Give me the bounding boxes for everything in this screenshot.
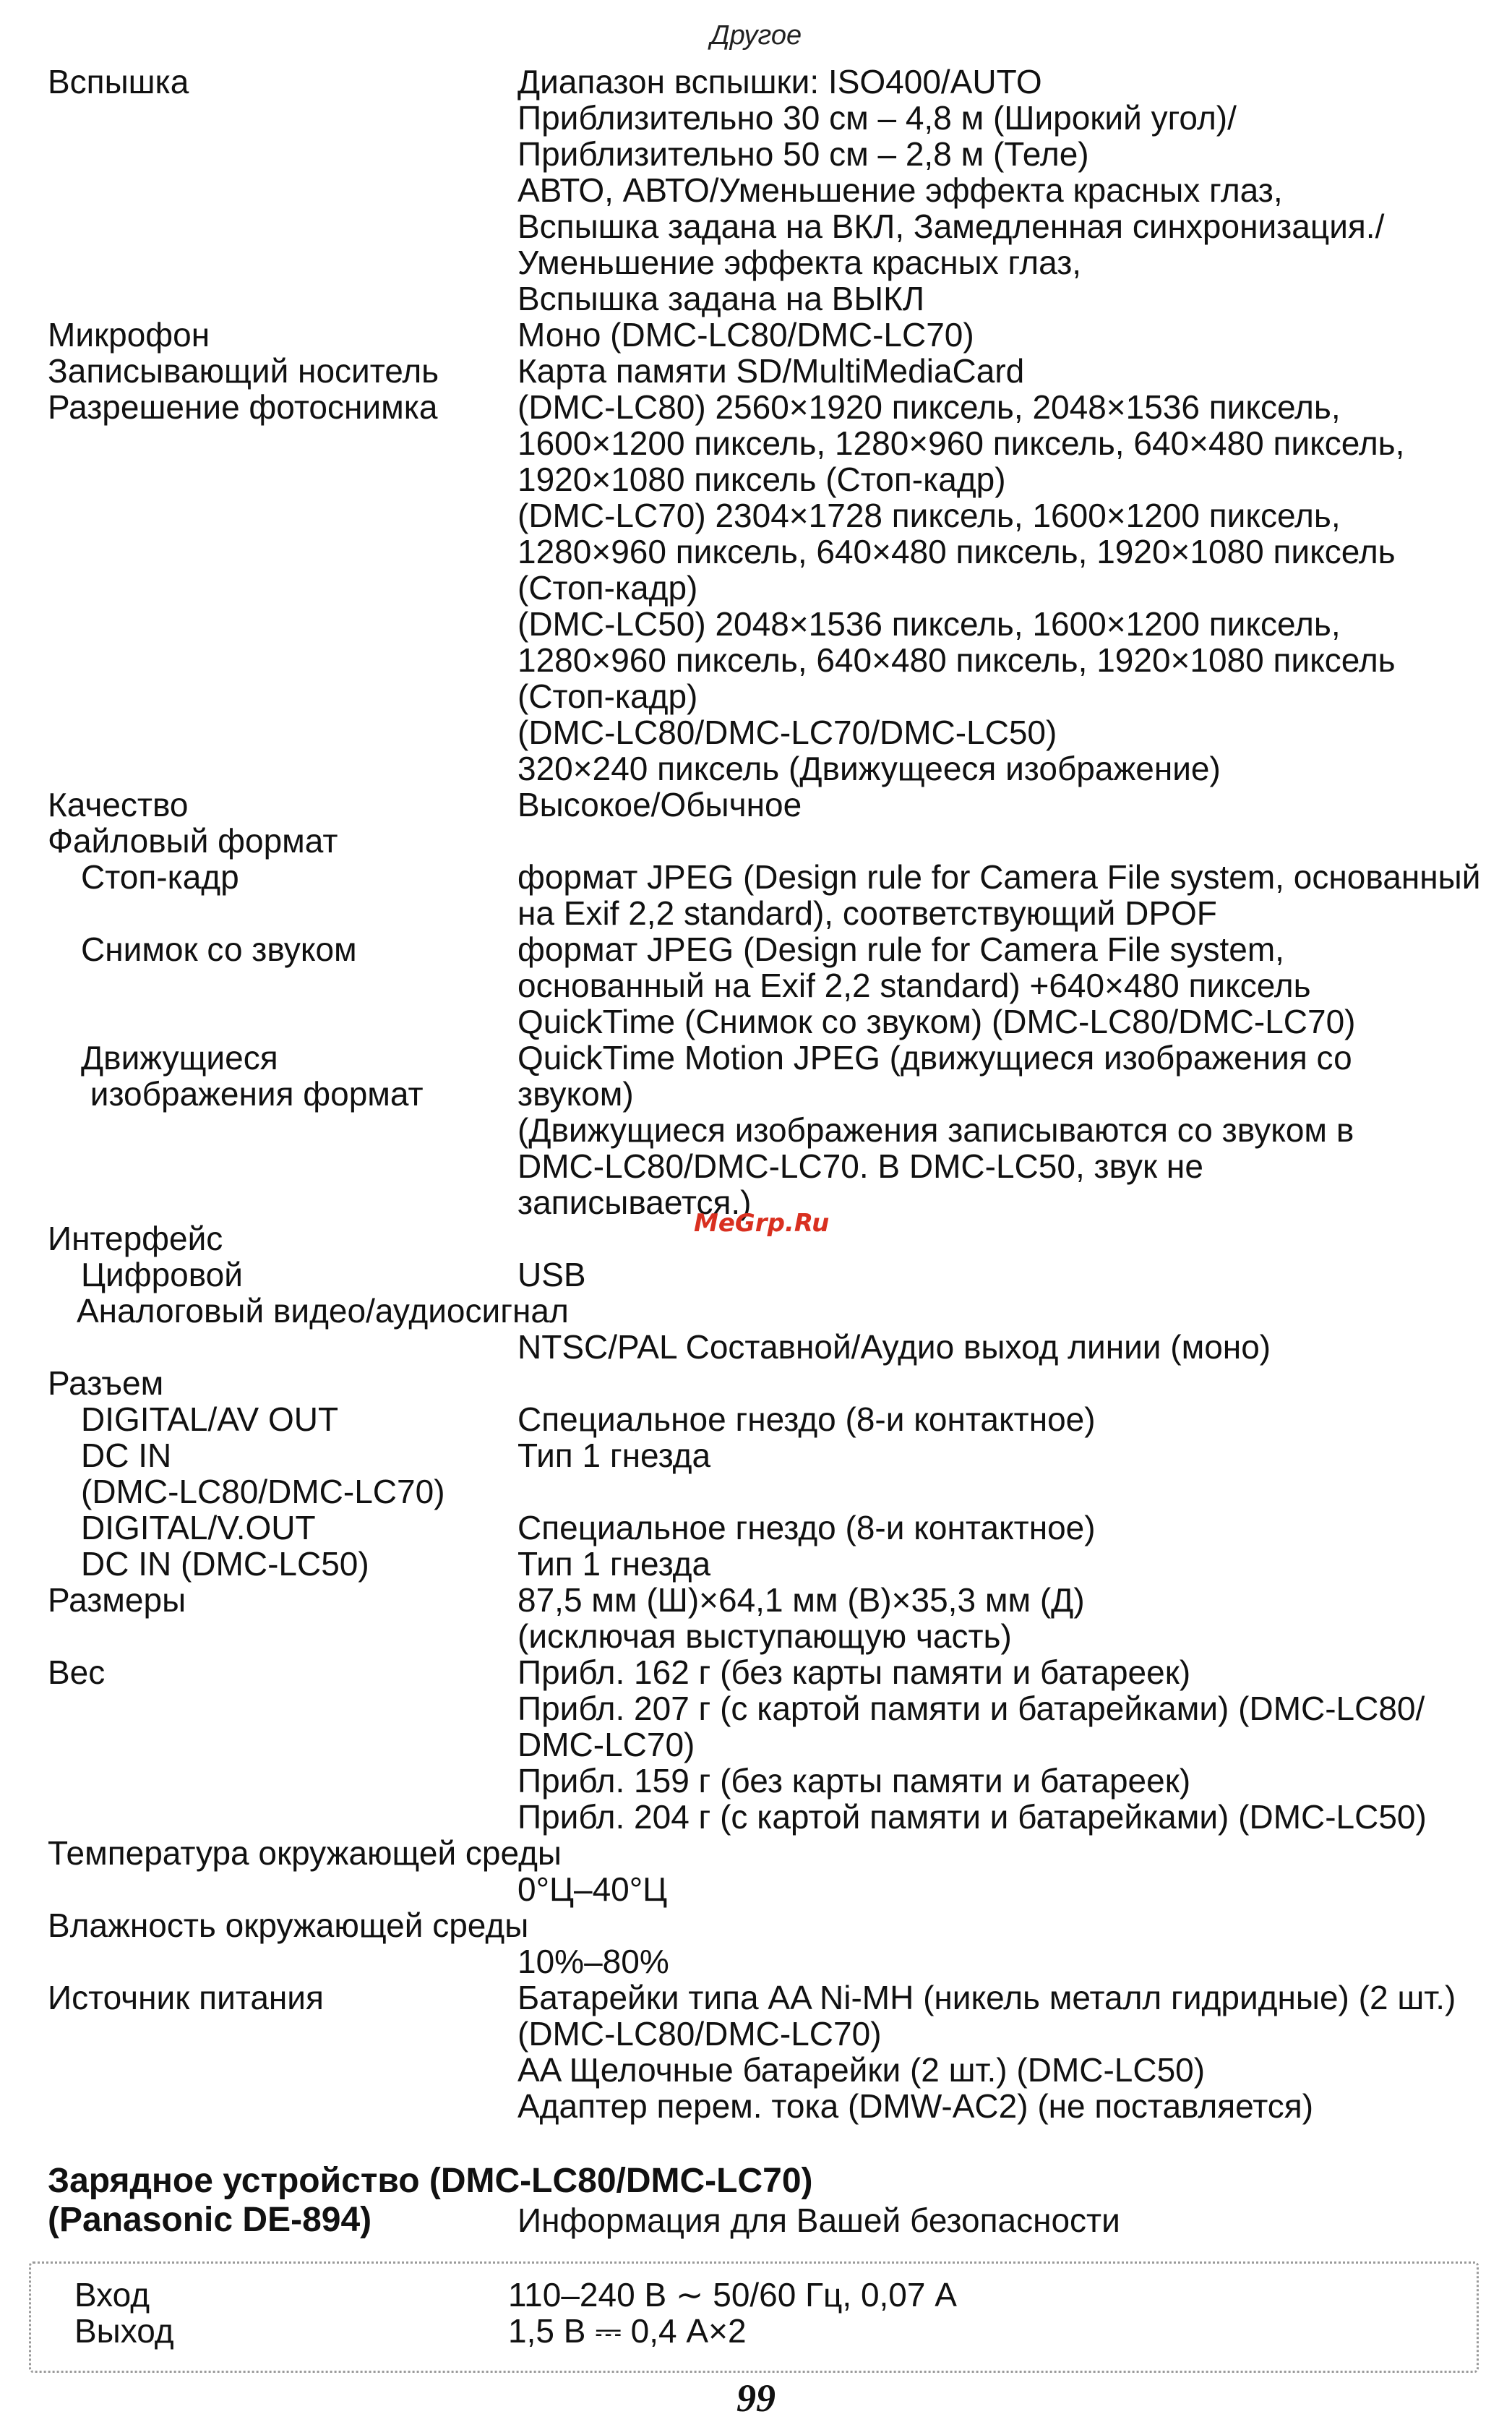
- spec-value-line: AA Щелочные батарейки (2 шт.) (DMC-LC50): [517, 2051, 1206, 2089]
- spec-label: Аналоговый видео/аудиосигнал: [77, 1292, 569, 1330]
- spec-label: Снимок со звуком: [81, 930, 357, 968]
- spec-value-line: QuickTime Motion JPEG (движущиеся изображения со: [517, 1039, 1352, 1077]
- spec-value-line: Приблизительно 30 см – 4,8 м (Широкий угол)/: [517, 99, 1237, 137]
- charger-output-value: 1,5 В ⎓ 0,4 A×2: [508, 2312, 747, 2350]
- spec-value-line: (DMC-LC80) 2560×1920 пиксель, 2048×1536 пиксель,: [517, 388, 1341, 426]
- spec-value: [517, 1582, 1486, 1654]
- spec-value-line: формат JPEG (Design rule for Camera File system,: [517, 930, 1284, 968]
- spec-value-line: Адаптер перем. тока (DMW-AC2) (не поставляется): [517, 2087, 1314, 2125]
- spec-value-line: Прибл. 162 г (без карты памяти и батареек): [517, 1653, 1191, 1691]
- spec-value-line: Вспышка задана на ВЫКЛ: [517, 280, 925, 317]
- spec-value-line: 87,5 мм (Ш)×64,1 мм (В)×35,3 мм (Д): [517, 1581, 1085, 1619]
- spec-row: [48, 1040, 1486, 1220]
- spec-label: Стоп-кадр: [81, 858, 239, 896]
- spec-value-line: 1280×960 пиксель, 640×480 пиксель, 1920×1080 пиксель: [517, 641, 1396, 679]
- spec-value-line: (DMC-LC50) 2048×1536 пиксель, 1600×1200 пиксель,: [517, 605, 1341, 643]
- spec-value-line: Прибл. 207 г (с картой памяти и батарейками) (DMC-LC80/: [517, 1690, 1425, 1727]
- spec-value-line: [517, 823, 1486, 859]
- spec-value: [517, 1835, 1486, 1907]
- spec-value: [517, 1220, 1486, 1257]
- spec-value-line: (DMC-LC80/DMC-LC70/DMC-LC50): [517, 714, 1057, 751]
- spec-label: DIGITAL/V.OUT: [81, 1509, 316, 1546]
- spec-value: [517, 1654, 1486, 1835]
- spec-value-line: звуком): [517, 1075, 634, 1113]
- spec-row: [48, 1980, 1486, 2124]
- spec-row: [48, 1293, 1486, 1329]
- spec-label: Цифровой: [81, 1256, 243, 1293]
- spec-label: Источник питания: [48, 1979, 324, 2016]
- spec-value: [517, 1293, 1486, 1329]
- spec-value-line: 1280×960 пиксель, 640×480 пиксель, 1920×1080 пиксель: [517, 533, 1396, 570]
- charger-title: Зарядное устройство (DMC-LC80/DMC-LC70): [48, 2162, 813, 2200]
- spec-value-line: (Стоп-кадр): [517, 569, 698, 607]
- spec-row: [48, 1329, 1486, 1365]
- spec-row: [48, 353, 1486, 389]
- spec-value-line: [517, 1293, 1486, 1329]
- spec-value: [517, 931, 1486, 1040]
- spec-value: [517, 317, 1486, 353]
- spec-value-line: Батарейки типа AA Ni-MH (никель металл гидридные) (2 шт.): [517, 1979, 1456, 2016]
- spec-label: Файловый формат: [48, 822, 338, 860]
- spec-row: [48, 1437, 1486, 1510]
- spec-value-line: DMC-LC70): [517, 1726, 695, 1763]
- spec-row: [48, 1257, 1486, 1293]
- spec-value-line: основанный на Exif 2,2 standard) +640×480 пиксель: [517, 967, 1311, 1004]
- spec-value-line: (DMC-LC70) 2304×1728 пиксель, 1600×1200 пиксель,: [517, 497, 1341, 534]
- charger-specs-box: [29, 2261, 1479, 2373]
- spec-label: Вспышка: [48, 63, 189, 100]
- charger-input-label: Вход: [74, 2276, 150, 2314]
- spec-label: Микрофон: [48, 316, 210, 354]
- spec-row: [48, 64, 1486, 317]
- spec-value-line: DMC-LC80/DMC-LC70. В DMC-LC50, звук не: [517, 1147, 1203, 1185]
- spec-row: [48, 389, 1486, 787]
- spec-label: [48, 1329, 517, 1365]
- spec-label: Качество: [48, 786, 189, 823]
- spec-value-line: USB: [517, 1256, 586, 1293]
- spec-value-line: Специальное гнездо (8-и контактное): [517, 1400, 1096, 1438]
- spec-value: [517, 1510, 1486, 1546]
- spec-value-line: АВТО, АВТО/Уменьшение эффекта красных глаз,: [517, 171, 1283, 209]
- spec-label: Температура окружающей среды: [48, 1834, 562, 1872]
- spec-value-line: Прибл. 204 г (с картой памяти и батарейками) (DMC-LC50): [517, 1798, 1427, 1836]
- spec-value-line: Карта памяти SD/MultiMediaCard: [517, 352, 1025, 390]
- spec-label: Записывающий носитель: [48, 352, 439, 390]
- spec-value: [517, 1980, 1486, 2124]
- spec-value-line: Вспышка задана на ВКЛ, Замедленная синхронизация./: [517, 207, 1385, 245]
- charger-input-row: [74, 2277, 957, 2313]
- spec-value-line: записывается.): [517, 1184, 752, 1221]
- spec-value-line: QuickTime (Снимок со звуком) (DMC-LC80/DMC-LC70): [517, 1003, 1356, 1040]
- spec-value: [517, 859, 1486, 931]
- spec-value-line: [517, 1835, 1486, 1871]
- spec-label: DC IN (DMC-LC80/DMC-LC70): [81, 1437, 445, 1510]
- spec-value-line: Специальное гнездо (8-и контактное): [517, 1509, 1096, 1546]
- spec-value-line: (DMC-LC80/DMC-LC70): [517, 2015, 882, 2053]
- spec-value-line: Тип 1 гнезда: [517, 1437, 711, 1474]
- spec-row: [48, 931, 1486, 1040]
- spec-row: [48, 859, 1486, 931]
- page-header: Другое: [710, 20, 802, 51]
- spec-label: Движущиеся изображения формат: [81, 1039, 424, 1113]
- spec-value-line: (Движущиеся изображения записываются со звуком в: [517, 1111, 1354, 1149]
- spec-value-line: [517, 1365, 1486, 1401]
- spec-value-line: Тип 1 гнезда: [517, 1545, 711, 1583]
- spec-value-line: Приблизительно 50 см – 2,8 м (Теле): [517, 135, 1089, 173]
- spec-value-line: (Стоп-кадр): [517, 677, 698, 715]
- spec-value: [517, 1040, 1486, 1220]
- spec-row: [48, 823, 1486, 859]
- spec-value-line: [517, 1220, 1486, 1257]
- spec-value-line: формат JPEG (Design rule for Camera File system, основанный: [517, 858, 1481, 896]
- spec-value-line: 1600×1200 пиксель, 1280×960 пиксель, 640×480 пиксель,: [517, 424, 1405, 462]
- spec-row: [48, 317, 1486, 353]
- spec-value: [517, 823, 1486, 859]
- spec-label: Размеры: [48, 1581, 186, 1619]
- safety-info-heading: Информация для Вашей безопасности: [517, 2201, 1120, 2239]
- spec-value: [517, 1546, 1486, 1582]
- spec-label: DC IN (DMC-LC50): [81, 1545, 369, 1583]
- spec-row: [48, 1654, 1486, 1835]
- spec-value: [517, 1365, 1486, 1401]
- spec-value-line: Прибл. 159 г (без карты памяти и батареек): [517, 1762, 1191, 1799]
- spec-value-line: [517, 1907, 1486, 1943]
- spec-value-line: Уменьшение эффекта красных глаз,: [517, 244, 1082, 281]
- spec-label: DIGITAL/AV OUT: [81, 1400, 339, 1438]
- spec-label: Вес: [48, 1653, 106, 1691]
- charger-output-row: [74, 2313, 747, 2349]
- spec-value: [517, 1437, 1486, 1510]
- spec-value-line: Диапазон вспышки: ISO400/AUTO: [517, 63, 1042, 100]
- spec-value: [517, 1329, 1486, 1365]
- spec-value: [517, 1907, 1486, 1980]
- spec-value: [517, 787, 1486, 823]
- spec-value-line: 1920×1080 пиксель (Стоп-кадр): [517, 461, 1006, 498]
- spec-label: Разрешение фотоснимка: [48, 388, 438, 426]
- spec-label: Разъем: [48, 1364, 164, 1402]
- spec-value: [517, 1401, 1486, 1437]
- spec-value: [517, 353, 1486, 389]
- page-number: 99: [736, 2376, 776, 2420]
- spec-row: [48, 1546, 1486, 1582]
- charger-input-value: 110–240 В ∼ 50/60 Гц, 0,07 A: [508, 2276, 957, 2314]
- spec-label: Влажность окружающей среды: [48, 1907, 529, 1944]
- spec-value-line: Высокое/Обычное: [517, 786, 802, 823]
- spec-row: [48, 787, 1486, 823]
- spec-value: [517, 64, 1486, 317]
- spec-row: [48, 1835, 1486, 1907]
- spec-value-line: 0°Ц–40°Ц: [517, 1870, 668, 1908]
- spec-label: Интерфейс: [48, 1220, 223, 1257]
- specifications-list: [48, 64, 1486, 2124]
- spec-value-line: 10%–80%: [517, 1943, 669, 1980]
- charger-output-label: Выход: [74, 2312, 174, 2350]
- spec-row: [48, 1510, 1486, 1546]
- spec-value-line: NTSC/PAL Составной/Аудио выход линии (моно): [517, 1328, 1271, 1366]
- spec-value: [517, 389, 1486, 787]
- spec-value-line: Моно (DMC-LC80/DMC-LC70): [517, 316, 974, 354]
- spec-value: [517, 1257, 1486, 1293]
- spec-row: [48, 1365, 1486, 1401]
- spec-value-line: (исключая выступающую часть): [517, 1617, 1012, 1655]
- spec-value-line: на Exif 2,2 standard), соответствующий DPOF: [517, 894, 1217, 932]
- spec-row: [48, 1907, 1486, 1980]
- spec-row: [48, 1401, 1486, 1437]
- charger-model: (Panasonic DE-894): [48, 2201, 372, 2239]
- spec-row: [48, 1582, 1486, 1654]
- spec-value-line: 320×240 пиксель (Движущееся изображение): [517, 750, 1221, 787]
- watermark: MeGrp.Ru: [694, 1209, 830, 1238]
